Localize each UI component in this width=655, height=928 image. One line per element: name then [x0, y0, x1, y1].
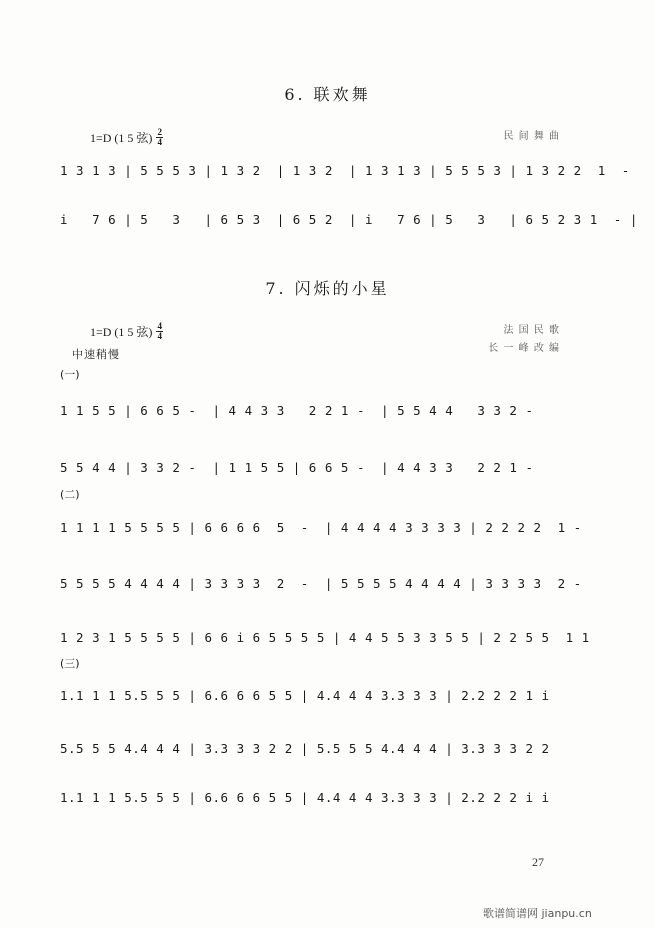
song6-title: 6. 联欢舞 [284, 85, 371, 104]
song7-line-8: 1.1 1 1 5.5 5 5 | 6.6 6 6 5 5 | 4.4 4 4 3.3 3 3 | 2.2 2 2 i i [60, 790, 550, 805]
song7-time-signature: $\frac{4}{4}$ [157, 321, 162, 341]
song7-credit [460, 322, 560, 358]
song7-title: 7. 闪烁的小星 [265, 279, 390, 298]
song7-tempo-marking: 中速稍慢 [72, 348, 120, 361]
song7-line-5: 1 2 3 1 5 5 5 5 | 6 6 i 6 5 5 5 5 | 4 4 5 5 3 3 5 5 | 2 2 5 5 1 1 [60, 630, 590, 645]
song7-credit-arranger: 长 一 峰 改 编 [488, 343, 560, 354]
song6-line-1: 1 3 1 3 | 5 5 5 3 | 1 3 2 | 1 3 2 | 1 3 1 3 | 5 5 5 3 | 1 3 2 2 1 - [60, 163, 630, 178]
song7-line-2: 5 5 4 4 | 3 3 2 - | 1 1 5 5 | 6 6 5 - | 4 4 3 3 2 2 1 - [60, 460, 534, 475]
page-number: 27 [532, 855, 544, 869]
section-2-label: (二) [60, 488, 80, 501]
song7-key-signature [90, 322, 163, 341]
song6-key-signature [90, 128, 163, 147]
site-watermark: 歌谱简谱网 jianpu.cn [483, 907, 592, 920]
song7-line-1: 1 1 5 5 | 6 6 5 - | 4 4 3 3 2 2 1 - | 5 5 4 4 3 3 2 - [60, 403, 534, 418]
section-3-label: (三) [60, 657, 80, 670]
song6-credit: 民 间 舞 曲 [503, 131, 560, 142]
song7-credit-origin: 法 国 民 歌 [503, 325, 560, 336]
song7-line-7: 5.5 5 5 4.4 4 4 | 3.3 3 3 2 2 | 5.5 5 5 4.4 4 4 | 3.3 3 3 2 2 [60, 741, 550, 756]
song7-line-6: 1.1 1 1 5.5 5 5 | 6.6 6 6 5 5 | 4.4 4 4 3.3 3 3 | 2.2 2 2 1 i [60, 688, 550, 703]
song7-line-3: 1 1 1 1 5 5 5 5 | 6 6 6 6 5 - | 4 4 4 4 3 3 3 3 | 2 2 2 2 1 - [60, 520, 582, 535]
song6-key: 1=D (1 5 弦) [90, 131, 153, 145]
song7-line-4: 5 5 5 5 4 4 4 4 | 3 3 3 3 2 - | 5 5 5 5 4 4 4 4 | 3 3 3 3 2 - [60, 576, 582, 591]
song6-time-signature: $\frac{2}{4}$ [157, 127, 162, 147]
song7-key: 1=D (1 5 弦) [90, 325, 153, 339]
section-1-label: (一) [60, 368, 80, 381]
song6-line-2: i 7 6 | 5 3 | 6 5 3 | 6 5 2 | i 7 6 | 5 3 | 6 5 2 3 1 - | [60, 212, 638, 227]
